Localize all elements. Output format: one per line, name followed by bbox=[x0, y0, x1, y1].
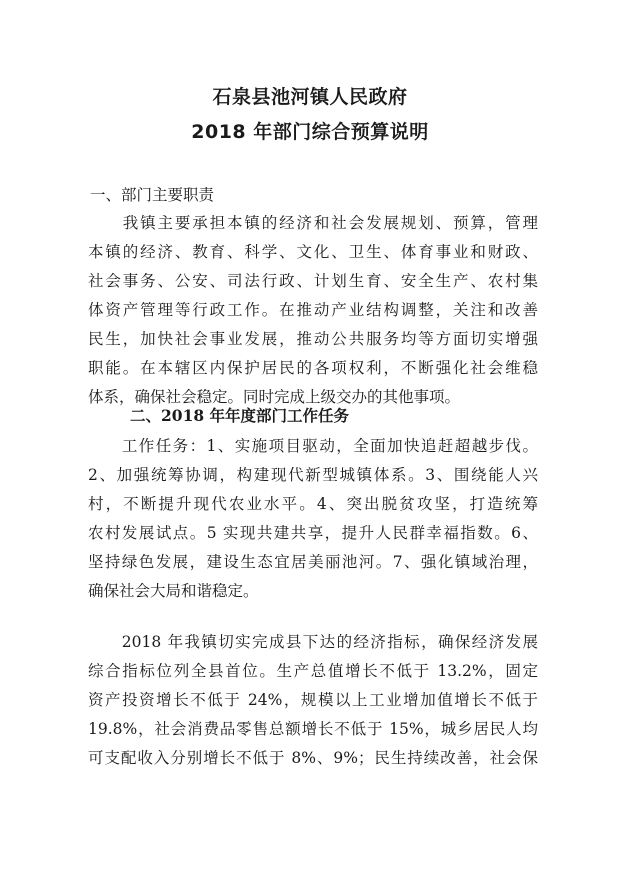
paragraph-line: 民生，加快社会事业发展，推动公共服务均等方面切实增强 bbox=[88, 330, 538, 348]
paragraph-line: 本镇的经济、教育、科学、文化、卫生、体育事业和财政、 bbox=[88, 243, 538, 261]
paragraph-line: 工作任务：1、实施项目驱动，全面加快追赶超越步伐。 bbox=[88, 437, 538, 455]
paragraph-line: 19.8%，社会消费品零售总额增长不低于 15%，城乡居民人均 bbox=[88, 720, 538, 738]
section-heading-duties: 一、部门主要职责 bbox=[90, 186, 215, 204]
paragraph-line: 体资产管理等行政工作。在推动产业结构调整，关注和改善 bbox=[88, 301, 538, 319]
paragraph-line: 确保社会大局和谐稳定。 bbox=[88, 582, 259, 600]
paragraph-line: 我镇主要承担本镇的经济和社会发展规划、预算，管理 bbox=[88, 214, 538, 232]
paragraph-line: 2018 年我镇切实完成县下达的经济指标，确保经济发展 bbox=[88, 633, 538, 651]
section-heading-tasks: 二、2018 年年度部门工作任务 bbox=[130, 406, 350, 425]
paragraph-line: 资产投资增长不低于 24%，规模以上工业增加值增长不低于 bbox=[88, 691, 538, 709]
paragraph-line: 农村发展试点。5 实现共建共享，提升人民群幸福指数。6、 bbox=[88, 524, 538, 542]
document-title: 石泉县池河镇人民政府 bbox=[212, 86, 408, 108]
paragraph-line: 2、加强统筹协调，构建现代新型城镇体系。3、围绕能人兴 bbox=[88, 466, 538, 484]
paragraph-line: 体系，确保社会稳定。同时完成上级交办的其他事项。 bbox=[88, 388, 461, 406]
paragraph-line: 社会事务、公安、司法行政、计划生育、安全生产、农村集 bbox=[88, 272, 538, 290]
duties-paragraph bbox=[88, 209, 538, 412]
paragraph-line: 可支配收入分别增长不低于 8%、9%；民生持续改善，社会保 bbox=[88, 749, 538, 767]
paragraph-line: 职能。在本辖区内保护居民的各项权利，不断强化社会维稳 bbox=[88, 359, 538, 377]
paragraph-line: 综合指标位列全县首位。生产总值增长不低于 13.2%，固定 bbox=[88, 662, 538, 680]
paragraph-line: 坚持绿色发展，建设生态宜居美丽池河。7、强化镇域治理， bbox=[88, 553, 538, 571]
paragraph-line: 村，不断提升现代农业水平。4、突出脱贫攻坚，打造统筹 bbox=[88, 495, 538, 513]
targets-paragraph bbox=[88, 628, 538, 773]
document-subtitle: 2018 年部门综合预算说明 bbox=[191, 121, 429, 143]
tasks-paragraph bbox=[88, 432, 538, 606]
